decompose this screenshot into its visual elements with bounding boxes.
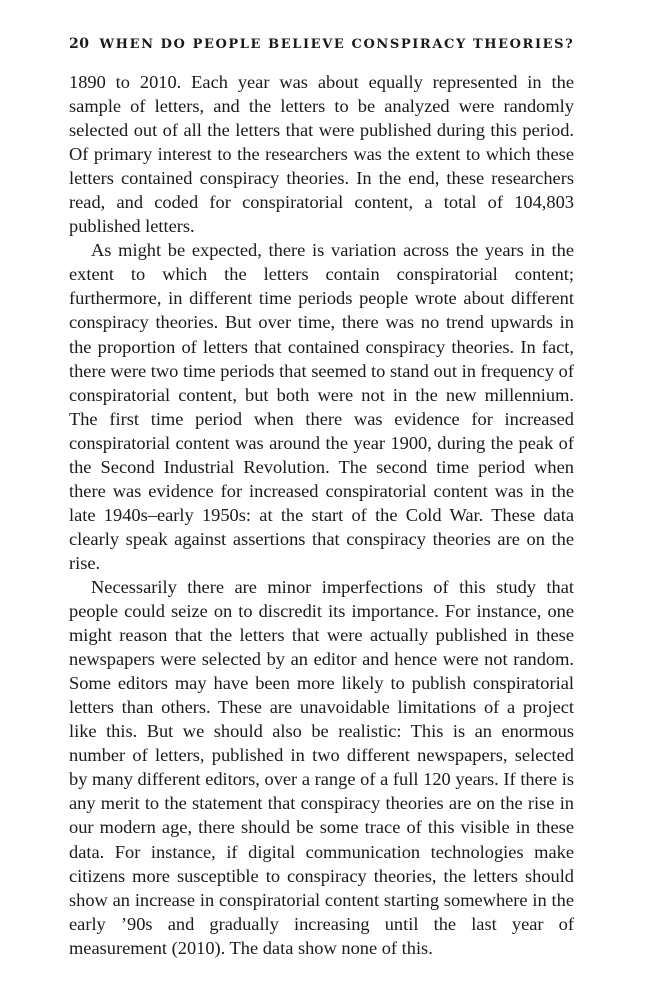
running-head <box>69 36 574 52</box>
body-text <box>69 70 574 960</box>
running-title: WHEN DO PEOPLE BELIEVE CONSPIRACY THEORIES? <box>99 37 575 52</box>
paragraph-continued: 1890 to 2010. Each year was about equally represented in the sample of letters, and the letters to be analyzed were randomly selected out of all the letters that were published during this period. Of primary interest to the researchers was the extent to which these letters contained conspiracy theories. In the end, these researchers read, and coded for conspiratorial content, a total of 104,803 published letters. <box>69 72 574 237</box>
page-number: 20 <box>69 36 90 52</box>
paragraph-variation: As might be expected, there is variation across the years in the extent to which the letters contain conspiratorial content; furthermore, in different time periods people wrote about different conspiracy theories. But over time, there was no trend upwards in the proportion of letters that contained conspiracy theories. In fact, there were two time periods that seemed to stand out in frequency of conspiratorial content, but both were not in the new millennium. The first time period when there was evidence for increased conspiratorial content was around the year 1900, during the peak of the Second Industrial Revolution. The second time period when there was evidence for increased conspiratorial content was in the late 1940s–early 1950s: at the start of the Cold War. These data clearly speak against assertions that conspiracy theories are on the rise. <box>69 240 574 573</box>
paragraph-imperfections: Necessarily there are minor imperfections of this study that people could seize on to discredit its importance. For instance, one might reason that the letters that were actually published in these newspapers were selected by an editor and hence were not random. Some editors may have been more likely to publish conspiratorial letters than others. These are unavoidable limitations of a project like this. But we should also be realistic: This is an enormous number of letters, published in two different newspapers, selected by many different editors, over a range of a full 120 years. If there is any merit to the statement that conspiracy theories are on the rise in our modern age, there should be some trace of this visible in these data. For instance, if digital communication technologies make citizens more susceptible to conspiracy theories, the letters should show an increase in conspiratorial content starting somewhere in the early ’90s and gradually increasing until the last year of measurement (2010). The data show none of this. <box>69 576 574 958</box>
